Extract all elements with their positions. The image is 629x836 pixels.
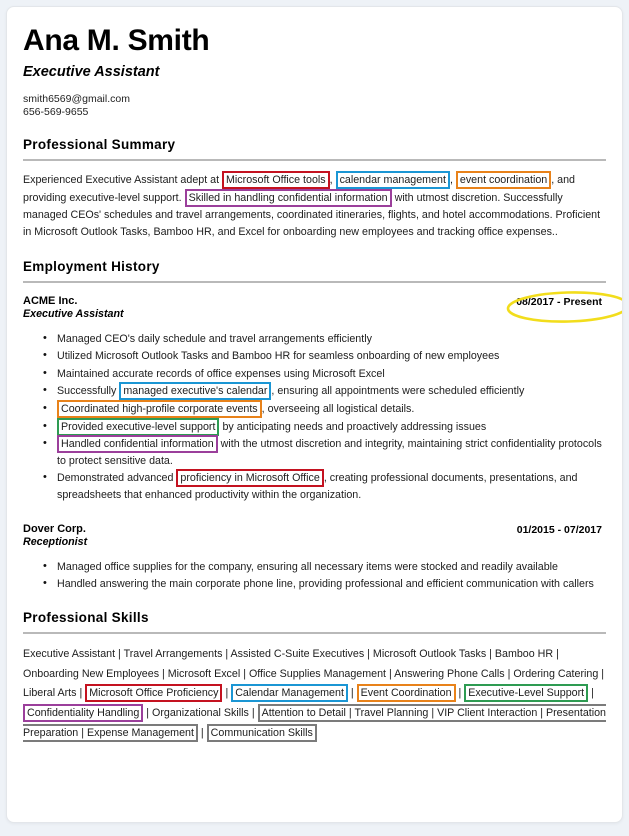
annotation-handled-confidential-information: Handled confidential information [57, 435, 218, 453]
annotation-proficiency-in-microsoft-office: proficiency in Microsoft Office [176, 469, 323, 487]
skill-separator: | [240, 667, 249, 680]
job-bullet [57, 401, 606, 418]
section-divider [23, 159, 606, 161]
job-bullet [57, 559, 606, 576]
annotation-vip-client-interaction: VIP Client Interaction [437, 704, 537, 722]
annotation-dates-circle [516, 296, 602, 308]
job-bullet [57, 366, 606, 383]
jobs-container [23, 294, 606, 593]
skill-separator: | [553, 647, 559, 660]
annotation-microsoft-office-tools: Microsoft Office tools [222, 171, 330, 189]
skill-item: Assisted C-Suite Executives [230, 647, 365, 660]
bullet-text: , ensuring all appointments were scheduled efficiently [271, 385, 525, 398]
skill-separator: | [386, 667, 395, 680]
bullet-text: Managed CEO's daily schedule and travel arrangements efficiently [57, 332, 372, 345]
skill-item: Bamboo HR [494, 647, 554, 660]
annotation-microsoft-office-proficiency: Microsoft Office Proficiency [85, 684, 222, 702]
candidate-phone: 656-569-9655 [23, 106, 89, 119]
skill-separator: | [248, 707, 258, 720]
section-title-professional-skills: Professional Skills [23, 609, 149, 625]
job-role: Receptionist [23, 535, 88, 548]
skill-separator: | [455, 687, 465, 700]
job-bullet [57, 419, 606, 436]
candidate-name: Ana M. Smith [23, 24, 210, 57]
skill-item: Answering Phone Calls [394, 667, 505, 680]
annotation-expense-management: Expense Management [87, 724, 198, 742]
section-divider [23, 632, 606, 634]
annotation-calendar-management: calendar management [336, 171, 450, 189]
skill-separator: | [159, 667, 168, 680]
annotation-confidential-information: Skilled in handling confidential information [185, 189, 392, 207]
annotation-provided-executive-level-support: Provided executive-level support [57, 418, 219, 436]
annotation-attention-to-detail: Attention to Detail [258, 704, 346, 722]
job-bullet [57, 383, 606, 400]
skill-separator: | [115, 647, 124, 660]
bullet-text: , creating professional documents, presentations, and spreadsheets that enhanced productivity within the organization. [57, 472, 578, 501]
section-divider [23, 281, 606, 283]
job-company: ACME Inc. [23, 294, 78, 307]
skill-item: Travel Arrangements [123, 647, 223, 660]
job-role: Executive Assistant [23, 307, 124, 320]
skill-item: Microsoft Excel [167, 667, 241, 680]
job-bullet [57, 348, 606, 365]
annotation-executive-level-support: Executive-Level Support [464, 684, 588, 702]
job-dates [513, 522, 606, 538]
job-bullet-list [23, 331, 606, 504]
skill-separator: | [486, 647, 495, 660]
skill-separator: | [346, 704, 355, 722]
bullet-text: by anticipating needs and proactively addressing issues [219, 420, 487, 433]
skill-separator: | [222, 687, 232, 700]
skill-item: Liberal Arts [23, 687, 77, 700]
skill-separator: | [598, 667, 605, 680]
job-bullet [57, 576, 606, 593]
skill-item: Office Supplies Management [248, 667, 386, 680]
skill-separator: | [588, 687, 594, 700]
bullet-text: Managed office supplies for the company, ensuring all necessary items were stocked and readily available [57, 560, 559, 573]
bullet-text: , overseeing all logistical details. [261, 403, 415, 416]
annotation-confidentiality-handling: Confidentiality Handling [23, 704, 143, 722]
job-company: Dover Corp. [23, 522, 86, 535]
skill-item: Microsoft Outlook Tasks [372, 647, 487, 660]
job-bullet [57, 436, 606, 469]
annotation-coordinated-high-profile-corporate-events: Coordinated high-profile corporate events [57, 400, 262, 418]
summary-text-4: , and providing executive-level support. [23, 174, 576, 204]
bullet-text: Demonstrated advanced [57, 472, 177, 485]
bullet-text: Utilized Microsoft Outlook Tasks and Bamboo HR for seamless onboarding of new employees [57, 350, 500, 363]
resume-card [6, 6, 623, 823]
skill-item: Onboarding New Employees [23, 667, 160, 680]
skill-separator: | [76, 687, 86, 700]
skill-item: Organizational Skills [152, 707, 249, 720]
section-professional-summary [23, 137, 606, 241]
summary-text-5: with utmost discretion. Successfully managed CEOs' schedules and travel arrangements, coordinated itineraries, flights, and hotel accommodations. Proficient in Microsoft Outlook Tasks, Bamboo HR, and Excel for onboarding new employees and tracking office expenses.. [23, 191, 601, 239]
skill-separator: | [504, 667, 514, 680]
summary-text-1: Experienced Executive Assistant adept at [23, 174, 223, 187]
skill-separator: | [78, 724, 87, 742]
candidate-email: smith6569@gmail.com [23, 92, 130, 105]
bullet-text: Successfully [57, 385, 120, 398]
annotation-travel-planning: Travel Planning [354, 704, 428, 722]
job-bullet [57, 470, 606, 503]
section-employment-history [23, 259, 606, 593]
annotation-communication-skills: Communication Skills [207, 724, 317, 742]
skill-separator: | [364, 647, 373, 660]
job-identity [23, 522, 87, 550]
skill-separator: | [197, 727, 207, 740]
candidate-job-title: Executive Assistant [23, 63, 160, 80]
skills-list [23, 645, 606, 744]
job-entry [23, 294, 606, 504]
job-dates-text: 08/2017 - Present [516, 295, 602, 308]
skill-separator: | [537, 704, 546, 722]
skill-item: Executive Assistant [23, 647, 116, 660]
skill-separator: | [347, 687, 357, 700]
annotation-presentation-preparation: Presentation Preparation [23, 704, 606, 742]
job-header [23, 294, 606, 322]
skill-item: Ordering Catering [513, 667, 599, 680]
job-bullet-list [23, 559, 606, 593]
job-dates [512, 294, 606, 310]
skill-separator: | [143, 707, 153, 720]
job-dates-text: 01/2015 - 07/2017 [516, 523, 602, 536]
annotation-event-coordination: event coordination [456, 171, 551, 189]
skill-separator: | [222, 647, 231, 660]
job-header [23, 522, 606, 550]
bullet-text: Handled answering the main corporate phone line, providing professional and efficient communication with callers [57, 578, 594, 591]
job-bullet [57, 331, 606, 348]
job-identity [23, 294, 124, 322]
annotation-event-coordination: Event Coordination [357, 684, 456, 702]
bullet-text: Maintained accurate records of office expenses using Microsoft Excel [57, 367, 385, 380]
annotation-calendar-management: Calendar Management [231, 684, 348, 702]
summary-paragraph [23, 172, 606, 241]
job-entry [23, 522, 606, 593]
annotation-managed-executive-s-calendar: managed executive's calendar [119, 382, 271, 400]
section-title-professional-summary: Professional Summary [23, 137, 176, 153]
skill-separator: | [428, 704, 437, 722]
bullet-text: with the utmost discretion and integrity, maintaining strict confidentiality protocols to protect sensitive data. [57, 438, 602, 467]
resume-header [23, 25, 606, 120]
section-title-employment-history: Employment History [23, 258, 160, 274]
summary-text-2: , [329, 174, 336, 187]
summary-text-3: , [449, 174, 456, 187]
section-professional-skills [23, 610, 606, 744]
